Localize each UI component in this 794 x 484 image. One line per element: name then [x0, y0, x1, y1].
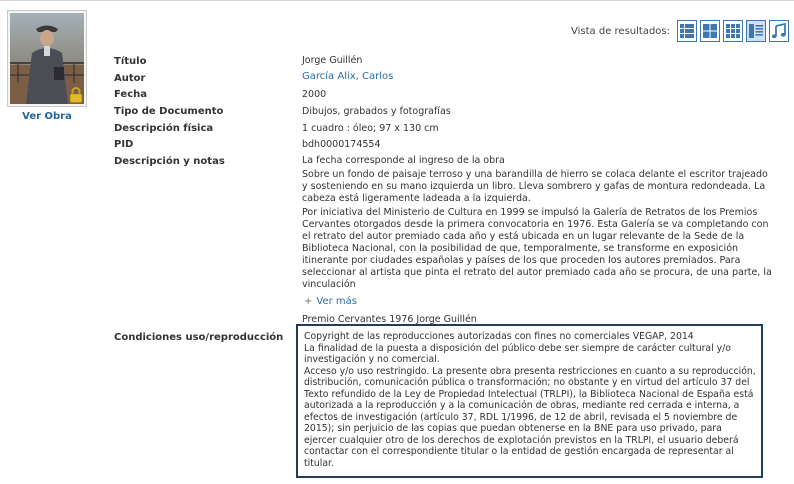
fecha-label: Fecha: [114, 89, 148, 100]
ver-mas-link[interactable]: [304, 296, 357, 307]
lock-icon: [69, 87, 83, 103]
descripcion-notas-label: Descripción y notas: [114, 156, 225, 167]
grid-small-icon: [725, 23, 741, 39]
tipo-documento-value: Dibujos, grabados y fotografías: [302, 106, 451, 117]
view-grid-large-button[interactable]: [700, 20, 720, 42]
view-detail-button[interactable]: [746, 20, 766, 42]
fecha-value: 2000: [302, 89, 327, 100]
descripcion-fisica-value: 1 cuadro : óleo; 97 x 130 cm: [302, 123, 439, 134]
notas-paragraph: Por iniciativa del Ministerio de Cultura en 1999 se impulsó la Galería de Retratos de los Premios Cervantes otorgados desde la primera convocatoria en 1976. Esta Galería se va completando con el retrato del autor premiado cada año y está ubicada en un lugar relevante de la Sede de la Biblioteca Nacional, con la posibilidad de que, temporalmente, se transforme en exposición itinerante por ciudades españolas y países de los que proceden los autores premiados. Para seleccionar al artista que pinta el retrato del autor premiado cada año se procura, de una parte, la vinculación: [302, 207, 772, 290]
autor-label: Autor: [114, 73, 146, 84]
descripcion-notas-text: [302, 155, 772, 293]
view-audio-button[interactable]: [769, 20, 789, 42]
tipo-documento-label: Tipo de Documento: [114, 106, 224, 117]
condiciones-paragraph: Acceso y/o uso restringido. La presente obra presenta restricciones en cuanto a su reproducción, distribución, comunicación pública o transformación; no obstante y en virtud del artículo 37 del Texto refundido de la Ley de Propiedad Intelectual (TRLPI), la Biblioteca Nacional de España está autorizada a la reproducción y a la comunicación de obras, mediante red cerrada e interna, a efectos de investigación (artículo 37, RDL 1/1996, de 12 de abril, revisada el 5 noviembre de 2015); sin perjuicio de las copias que puedan obtenerse en la BNE para uso privado, para ejercer cualquier otro de los derechos de explotación previstos en la TRLPI, el usuario deberá contactar con el correspondiente titular o la entidad de gestión encargada de representar al titular.: [304, 365, 756, 469]
audio-icon: [771, 23, 787, 39]
condiciones-paragraph: La finalidad de la puesta a disposición del público debe ser siempre de carácter cultural y/o investigación y no comercial.: [304, 342, 731, 365]
artwork-thumbnail[interactable]: [7, 10, 87, 107]
condiciones-box: [296, 324, 763, 478]
pid-label: PID: [114, 139, 134, 150]
view-mode-toolbar: [571, 20, 789, 42]
list-icon: [679, 23, 695, 39]
condiciones-label: Condiciones uso/reproducción: [114, 332, 284, 343]
notas-paragraph: La fecha corresponde al ingreso de la obra: [302, 155, 505, 166]
titulo-label: Título: [114, 56, 147, 67]
titulo-value: Jorge Guillén: [302, 55, 363, 66]
notas-paragraph: Sobre un fondo de paisaje terroso y una barandilla de hierro se colaca delante el escritor trajeado y sosteniendo en su mano izquierda un libro. Lleva sombrero y gafas de montura redondeada. La cabeza está ligeramente ladeada a la izquierda.: [302, 169, 768, 204]
top-divider: [0, 0, 794, 1]
view-mode-label: Vista de resultados:: [571, 25, 670, 37]
detail-icon: [748, 23, 764, 39]
ver-obra-link[interactable]: Ver Obra: [22, 111, 72, 122]
descripcion-fisica-label: Descripción física: [114, 123, 214, 134]
plus-icon: +: [304, 296, 313, 307]
ver-mas-label: Ver más: [316, 296, 357, 307]
autor-link[interactable]: García Alix, Carlos: [302, 71, 394, 82]
condiciones-paragraph: Copyright de las reproducciones autorizadas con fines no comerciales VEGAP, 2014: [304, 331, 694, 342]
pid-value: bdh0000174554: [302, 139, 381, 150]
premio-text: Premio Cervantes 1976 Jorge Guillén: [302, 314, 477, 325]
view-list-button[interactable]: [677, 20, 697, 42]
grid-large-icon: [702, 23, 718, 39]
view-grid-small-button[interactable]: [723, 20, 743, 42]
